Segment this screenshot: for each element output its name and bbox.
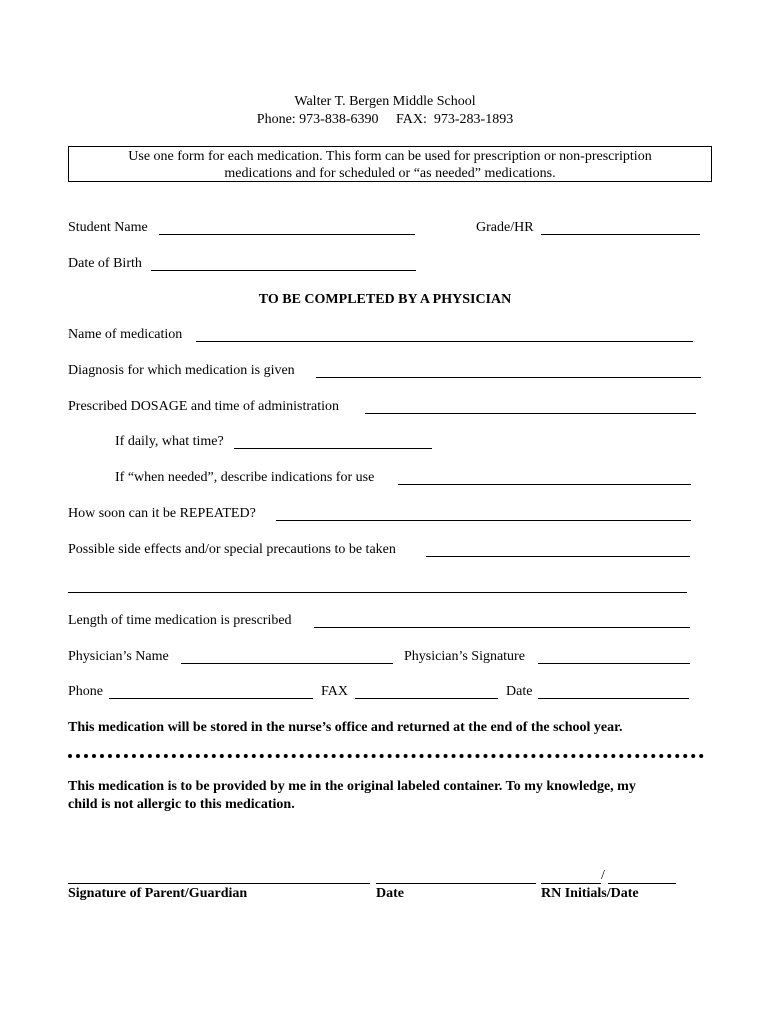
rn-initials-field[interactable] [541, 883, 601, 884]
parent-signature-field[interactable] [68, 883, 370, 884]
when-needed-label: If “when needed”, describe indications for use [115, 470, 375, 485]
grade-label: Grade/HR [476, 220, 534, 235]
parent-signature-label: Signature of Parent/Guardian [68, 886, 248, 901]
physician-signature-label: Physician’s Signature [404, 649, 525, 664]
repeated-field[interactable] [276, 520, 691, 521]
physician-date-field[interactable] [538, 698, 689, 699]
physician-signature-field[interactable] [538, 663, 690, 664]
daily-time-field[interactable] [234, 448, 432, 449]
instructions-line-2: medications and for scheduled or “as needed” medications. [224, 166, 556, 181]
physician-name-field[interactable] [181, 663, 393, 664]
student-name-field[interactable] [159, 234, 415, 235]
fax-label: FAX [321, 684, 348, 699]
parent-date-field[interactable] [376, 883, 536, 884]
fax-field[interactable] [355, 698, 498, 699]
physician-date-label: Date [506, 684, 533, 699]
medication-name-label: Name of medication [68, 327, 183, 342]
physician-section-heading: TO BE COMPLETED BY A PHYSICIAN [258, 292, 512, 307]
parent-date-label: Date [376, 886, 404, 901]
daily-time-label: If daily, what time? [115, 434, 224, 449]
school-name: Walter T. Bergen Middle School [294, 94, 476, 109]
instructions-box [68, 146, 712, 182]
side-effects-field[interactable] [426, 556, 690, 557]
instructions-line-1: Use one form for each medication. This form can be used for prescription or non-prescription [128, 149, 652, 164]
diagnosis-field[interactable] [316, 377, 701, 378]
rn-initials-date-label: RN Initials/Date [541, 886, 639, 901]
rn-date-field[interactable] [608, 883, 676, 884]
dosage-field[interactable] [365, 413, 696, 414]
side-effects-label: Possible side effects and/or special precautions to be taken [68, 542, 396, 557]
repeated-label: How soon can it be REPEATED? [68, 506, 256, 521]
storage-notice: This medication will be stored in the nurse’s office and returned at the end of the school year. [68, 720, 623, 735]
grade-field[interactable] [541, 234, 700, 235]
dosage-label: Prescribed DOSAGE and time of administration [68, 399, 340, 414]
length-label: Length of time medication is prescribed [68, 613, 292, 628]
student-name-label: Student Name [68, 220, 148, 235]
dob-field[interactable] [151, 270, 416, 271]
when-needed-field[interactable] [398, 484, 691, 485]
phone-field[interactable] [109, 698, 313, 699]
school-contact: Phone: 973-838-6390 FAX: 973-283-1893 [256, 112, 514, 127]
phone-label: Phone [68, 684, 103, 699]
rn-slash: / [601, 868, 605, 883]
dob-label: Date of Birth [68, 256, 142, 271]
parent-statement-line-1: This medication is to be provided by me in the original labeled container. To my knowledge, my [68, 779, 636, 794]
side-effects-field-continued[interactable] [68, 592, 687, 593]
section-divider [68, 754, 704, 758]
diagnosis-label: Diagnosis for which medication is given [68, 363, 295, 378]
medication-name-field[interactable] [196, 341, 693, 342]
physician-name-label: Physician’s Name [68, 649, 169, 664]
length-field[interactable] [314, 627, 690, 628]
parent-statement-line-2: child is not allergic to this medication. [68, 797, 295, 812]
